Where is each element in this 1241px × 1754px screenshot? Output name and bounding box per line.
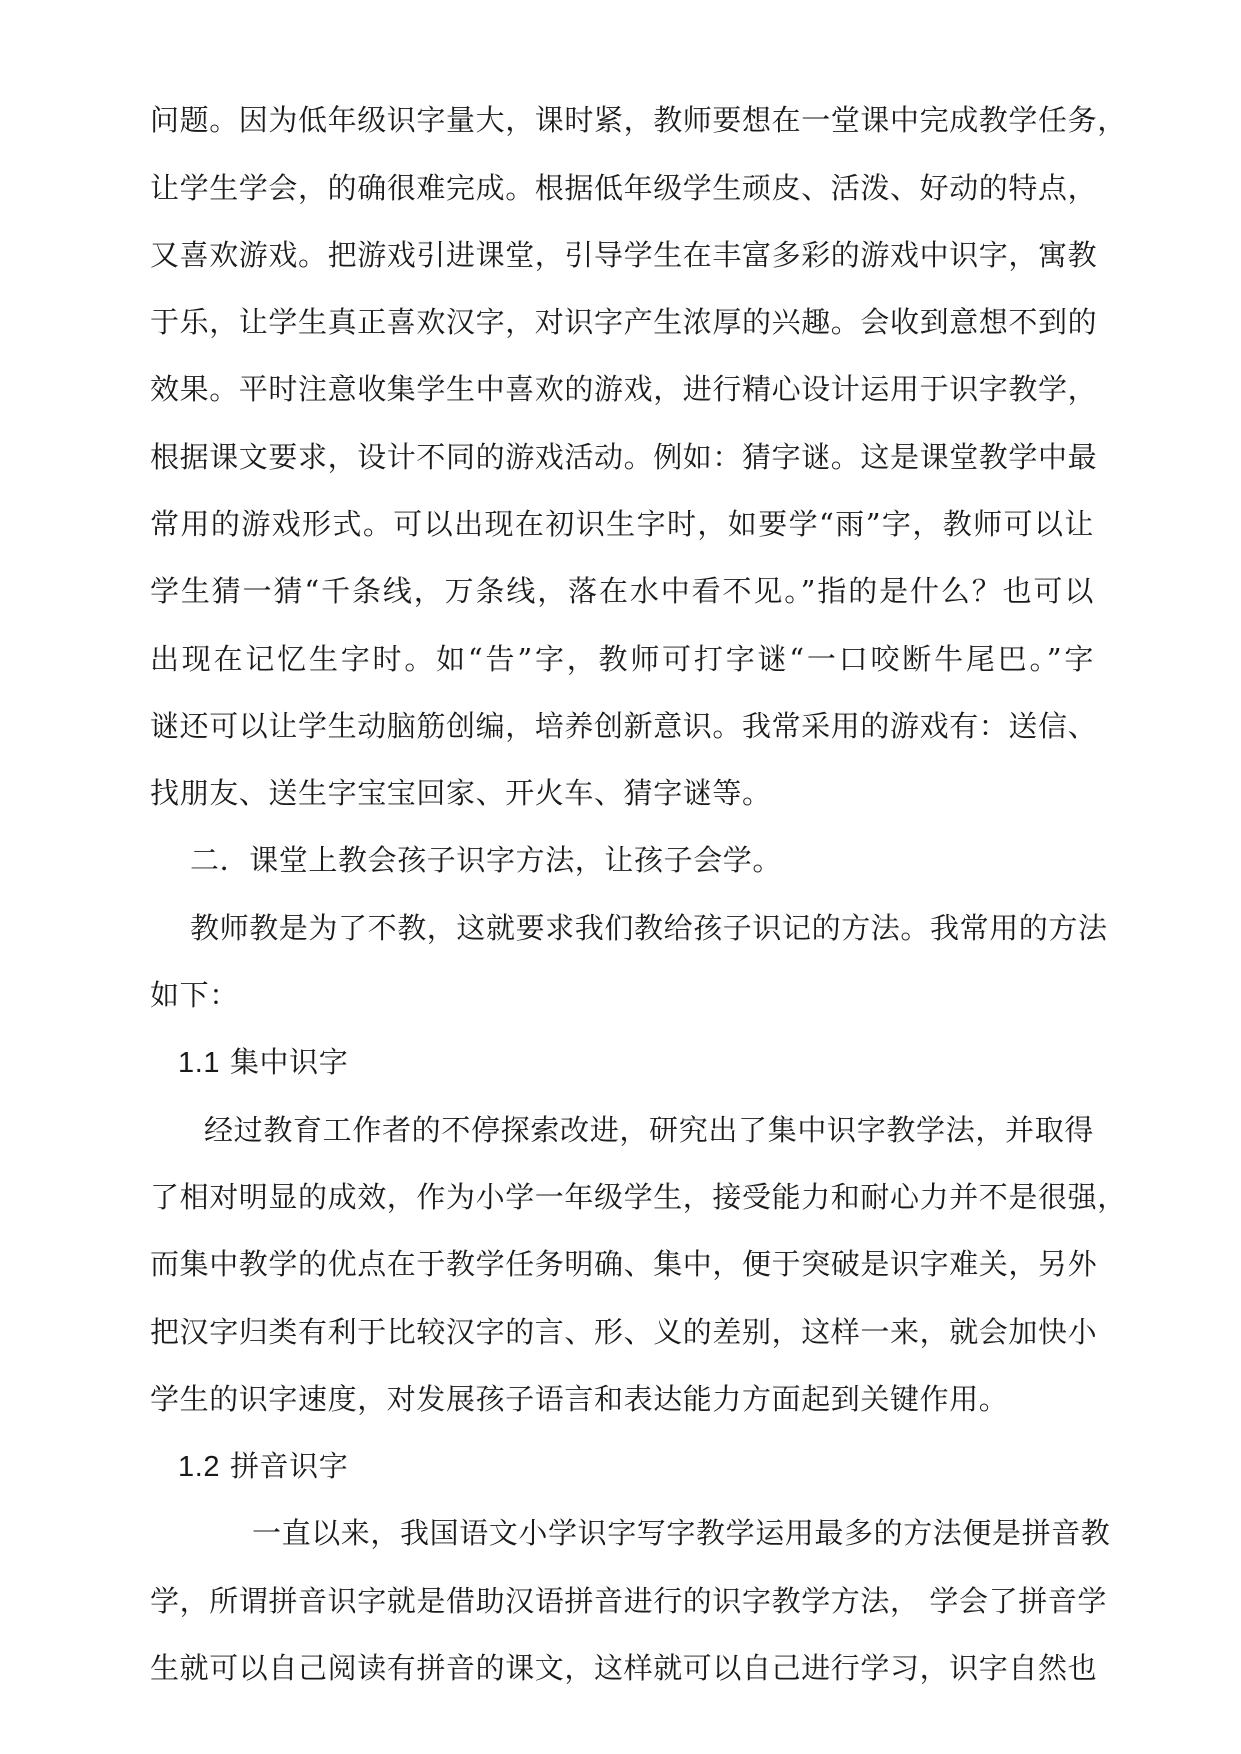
paragraph-line: 一直以来，我国语文小学识字写字教学运用最多的方法便是拼音教 xyxy=(252,1516,1111,1550)
subsection-heading-1-1 xyxy=(178,1042,678,1083)
paragraph-line: 效果。平时注意收集学生中喜欢的游戏，进行精心设计运用于识字教学， xyxy=(150,372,1098,406)
paragraph-line: 学生猜一猜“千条线，万条线，落在水中看不见。”指的是什么？也可以 xyxy=(150,574,1094,608)
paragraph-line: 了相对明显的成效，作为小学一年级学生，接受能力和耐心力并不是很强， xyxy=(150,1180,1127,1214)
paragraph-line: 让学生学会，的确很难完成。根据低年级学生顽皮、活泼、好动的特点， xyxy=(150,171,1098,205)
paragraph-line: 把汉字归类有利于比较汉字的言、形、义的差别，这样一来，就会加快小 xyxy=(150,1315,1098,1349)
paragraph-line: 学，所谓拼音识字就是借助汉语拼音进行的识字教学方法， 学会了拼音学 xyxy=(150,1584,1108,1618)
section-heading: 二．课堂上教会孩子识字方法，让孩子会学。 xyxy=(190,843,783,877)
paragraph-line: 又喜欢游戏。把游戏引进课堂，引导学生在丰富多彩的游戏中识字，寓教 xyxy=(150,238,1098,272)
paragraph-line: 经过教育工作者的不停探索改进，研究出了集中识字教学法，并取得 xyxy=(204,1113,1094,1147)
paragraph-line: 问题。因为低年级识字量大，课时紧，教师要想在一堂课中完成教学任务， xyxy=(150,103,1127,137)
paragraph-line: 谜还可以让学生动脑筋创编，培养创新意识。我常采用的游戏有：送信、 xyxy=(150,709,1098,743)
heading-number: 1.2 xyxy=(178,1451,221,1483)
paragraph-line: 常用的游戏形式。可以出现在初识生字时，如要学“雨”字，教师可以让 xyxy=(150,507,1094,541)
paragraph-line: 如下： xyxy=(150,978,239,1012)
paragraph-line: 而集中教学的优点在于教学任务明确、集中，便于突破是识字难关，另外 xyxy=(150,1247,1098,1281)
paragraph-line: 教师教是为了不教，这就要求我们教给孩子识记的方法。我常用的方法 xyxy=(190,911,1108,945)
paragraph-line: 学生的识字速度，对发展孩子语言和表达能力方面起到关键作用。 xyxy=(150,1382,1009,1416)
heading-title: 拼音识字 xyxy=(229,1449,349,1483)
paragraph-line: 根据课文要求，设计不同的游戏活动。例如：猜字谜。这是课堂教学中最 xyxy=(150,440,1098,474)
paragraph-line: 生就可以自己阅读有拼音的课文，这样就可以自己进行学习，识字自然也 xyxy=(150,1651,1098,1685)
paragraph-line: 出现在记忆生字时。如“告”字，教师可打字谜“一口咬断牛尾巴。”字 xyxy=(150,642,1094,676)
paragraph-line: 找朋友、送生字宝宝回家、开火车、猜字谜等。 xyxy=(150,776,772,810)
heading-title: 集中识字 xyxy=(229,1045,349,1079)
paragraph-line: 于乐，让学生真正喜欢汉字，对识字产生浓厚的兴趣。会收到意想不到的 xyxy=(150,305,1098,339)
heading-number: 1.1 xyxy=(178,1047,221,1079)
subsection-heading-1-2 xyxy=(178,1446,678,1487)
